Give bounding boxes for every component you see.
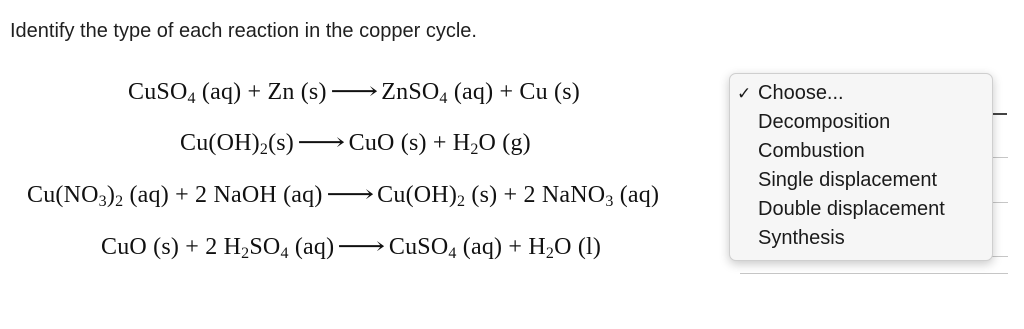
option-decomposition[interactable] [730, 108, 992, 137]
option-synthesis[interactable] [730, 224, 992, 253]
option-label: Single displacement [758, 169, 937, 191]
equation-1: CuSO$_4$ (aq) + Zn (s) ⟶ ZnSO$_4$ (aq) + Cu (s) [128, 79, 580, 107]
option-label: Choose... [758, 82, 844, 104]
option-label: Synthesis [758, 227, 845, 249]
reaction-arrow: ⟶ [297, 130, 346, 156]
option-double-displacement[interactable] [730, 195, 992, 224]
select-underline [740, 273, 1008, 274]
reaction-arrow: ⟶ [329, 79, 379, 105]
option-choose[interactable] [730, 79, 992, 108]
select-indicator [993, 113, 1007, 115]
option-label: Decomposition [758, 111, 891, 133]
option-label: Combustion [758, 140, 865, 162]
equation-3: $Cu(NO_3)_2$ (aq) + 2 NaOH (aq) ⟶ $Cu(OH)_2$ (s) + 2 NaNO$_3$ (aq) [27, 182, 660, 210]
equation-2: $Cu(OH)_2(s)$ ⟶ CuO $(s) + H_2O$ (g) [180, 130, 531, 158]
option-combustion[interactable] [730, 137, 992, 166]
checkmark-icon: ✓ [737, 84, 752, 103]
reaction-arrow: ⟶ [325, 182, 375, 208]
reaction-arrow: ⟶ [337, 234, 386, 260]
option-label: Double displacement [758, 198, 945, 220]
reaction-type-dropdown-menu[interactable] [729, 73, 993, 261]
equation-4: CuO (s) + 2 $H_2SO_4$ (aq) ⟶ CuSO$_4$ $(aq) + H_2O$ (l) [101, 234, 602, 262]
option-single-displacement[interactable] [730, 166, 992, 195]
question-prompt: Identify the type of each reaction in the copper cycle. [10, 20, 477, 42]
